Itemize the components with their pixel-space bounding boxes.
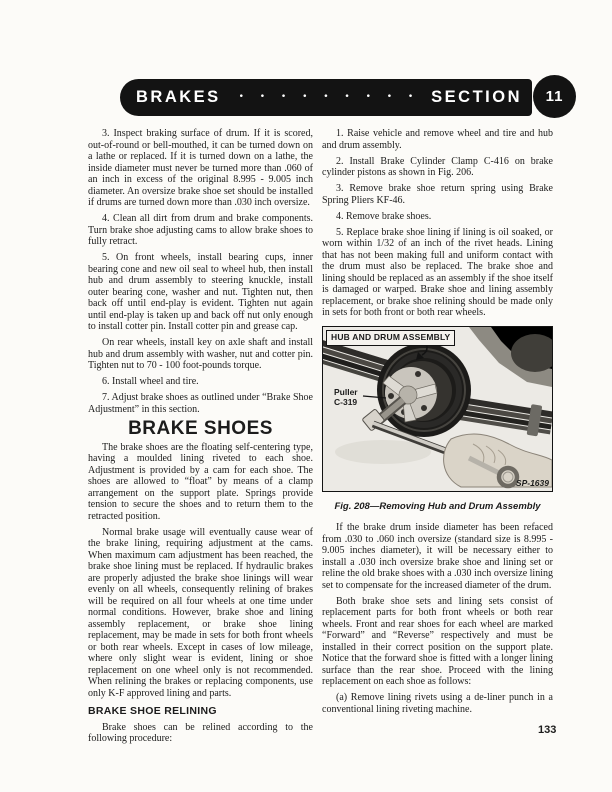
- right-column: [322, 128, 553, 720]
- banner-dots: • • • • • • • • •: [238, 91, 414, 102]
- paragraph-body: (a) Remove lining rivets using a de-liner punch in a conventional lining riveting machine.: [322, 692, 553, 715]
- figure-caption: Fig. 208—Removing Hub and Drum Assembly: [334, 500, 541, 512]
- paragraph-body: The brake shoes are the floating self-centering type, having a moulded lining riveted to each shoe. Adjustment is provided by a cam for each shoe. The shoes are allowed to “float” by means of a clamp arrangement on the support plate. Springs provide tension to secure the shoes and to return them to the retracted position.: [88, 441, 313, 522]
- paragraph-body: Normal brake usage will eventually cause wear of the brake lining, requiring adjustment at the cams. When maximum cam adjustment has been reached, the brake shoe lining must be replaced. If hydraulic brakes are properly adjusted the brake shoe linings will wear evenly on all wheels, consequently relining of brakes will be required on all four wheels at one time under normal conditions. However, brake shoe and lining assembly replacement, or brake shoe lining replacement, may be made in sets for both front wheels or both rear wheels. Except in cases of low mileage, where only slight wear is evident, lining or shoe replacement on one wheel only is not recommended. When relining the brakes or replacing components, use only K-F approved lining and parts.: [88, 526, 313, 699]
- figure-label-hub-and-drum: HUB AND DRUM ASSEMBLY: [326, 330, 455, 347]
- paragraph-body: Both brake shoe sets and lining sets consist of replacement parts for both front wheels or both rear wheels. Front and rear shoes for each wheel are marked “Forward” and “Reverse” respectively and must be installed in their correct position on the support plate. Notice that the forward shoe is fitted with a longer lining surface than the rear shoe. Proceed with the lining replacement on each shoe as follows:: [322, 595, 553, 687]
- section-number-badge: [533, 75, 576, 118]
- paragraph-step: 6. Install wheel and tire.: [102, 376, 199, 387]
- left-column: [88, 128, 313, 749]
- figure-label-puller: Puller C-319: [334, 386, 358, 407]
- photo-code: SP-1639: [515, 478, 549, 488]
- paragraph-body: If the brake drum inside diameter has been refaced from .030 to .060 inch oversize (standard size is 8.995 - 9.005 inches diameter), it will be necessary either to install a .030 inch oversize brake shoe and lining set or reline the old brake shoes with a .030 inch oversize lining set to compensate for the increased diameter of the drum.: [322, 522, 553, 591]
- section-label: SECTION: [431, 88, 522, 106]
- paragraph-step: 3. Remove brake shoe return spring using Brake Spring Pliers KF-46.: [322, 183, 553, 206]
- figure-photo: [322, 326, 553, 492]
- figure-illustration: [323, 327, 552, 491]
- paragraph-step: 5. On front wheels, install bearing cups, inner bearing cone and new oil seal to wheel hub, then install hub and drum assembly to steering knuckle, install outer bearing cone, washer and nut. Tighten nut, then back off until end-play is evident. Tighten nut again until end-play is taken up and back off nut only enough to install cotter pin. Install cotter pin and grease cap.: [88, 252, 313, 332]
- paragraph-step: 4. Remove brake shoes.: [336, 210, 432, 222]
- figure-208: [322, 326, 553, 513]
- paragraph-body: Brake shoes can be relined according to the following procedure:: [88, 721, 313, 744]
- paragraph-step: On rear wheels, install key on axle shaft and install hub and drum assembly with washer, nut and cotter pin. Tighten nut to 70 - 100 foot-pounds torque.: [88, 337, 313, 371]
- page-title: BRAKES: [136, 88, 221, 106]
- paragraph-step: 3. Inspect braking surface of drum. If it is scored, out-of-round or bell-mouthed, it can be turned down on a lathe or replaced. If it is turned down on a lathe, the inside diameter must never be turned more than .060 of an inch in excess of the original 8.995 - 9.005 inch diameter. An oversize brake shoe set should be installed if drums are turned down more than .030 inch oversize.: [88, 128, 313, 208]
- paragraph-step: 4. Clean all dirt from drum and brake components. Turn brake shoe adjusting cams to allow brake shoes to fully retract.: [88, 213, 313, 247]
- paragraph-step: 2. Install Brake Cylinder Clamp C-416 on brake cylinder pistons as shown in Fig. 206.: [322, 155, 553, 178]
- paragraph-step: 5. Replace brake shoe lining if lining is oil soaked, or worn within 1/32 of an inch of the rivet heads. Lining that has not been making full and uniform contact with the drum must also be replaced. The brake shoe and lining should be replaced as an assembly if the shoe itself is damaged or warped. Brake shoe and lining assembly replacement, or brake shoe relining should be made only in sets for both front or both rear wheels.: [322, 226, 553, 318]
- subheading-brake-shoe-relining: BRAKE SHOE RELINING: [88, 705, 217, 717]
- paragraph-step: 1. Raise vehicle and remove wheel and tire and hub and drum assembly.: [322, 128, 553, 151]
- section-number: 11: [545, 88, 564, 105]
- paragraph-step: 7. Adjust brake shoes as outlined under “Brake Shoe Adjustment” in this section.: [88, 392, 313, 415]
- section-banner: [120, 79, 532, 116]
- page-number: 133: [538, 724, 557, 736]
- heading-brake-shoes: BRAKE SHOES: [128, 418, 273, 439]
